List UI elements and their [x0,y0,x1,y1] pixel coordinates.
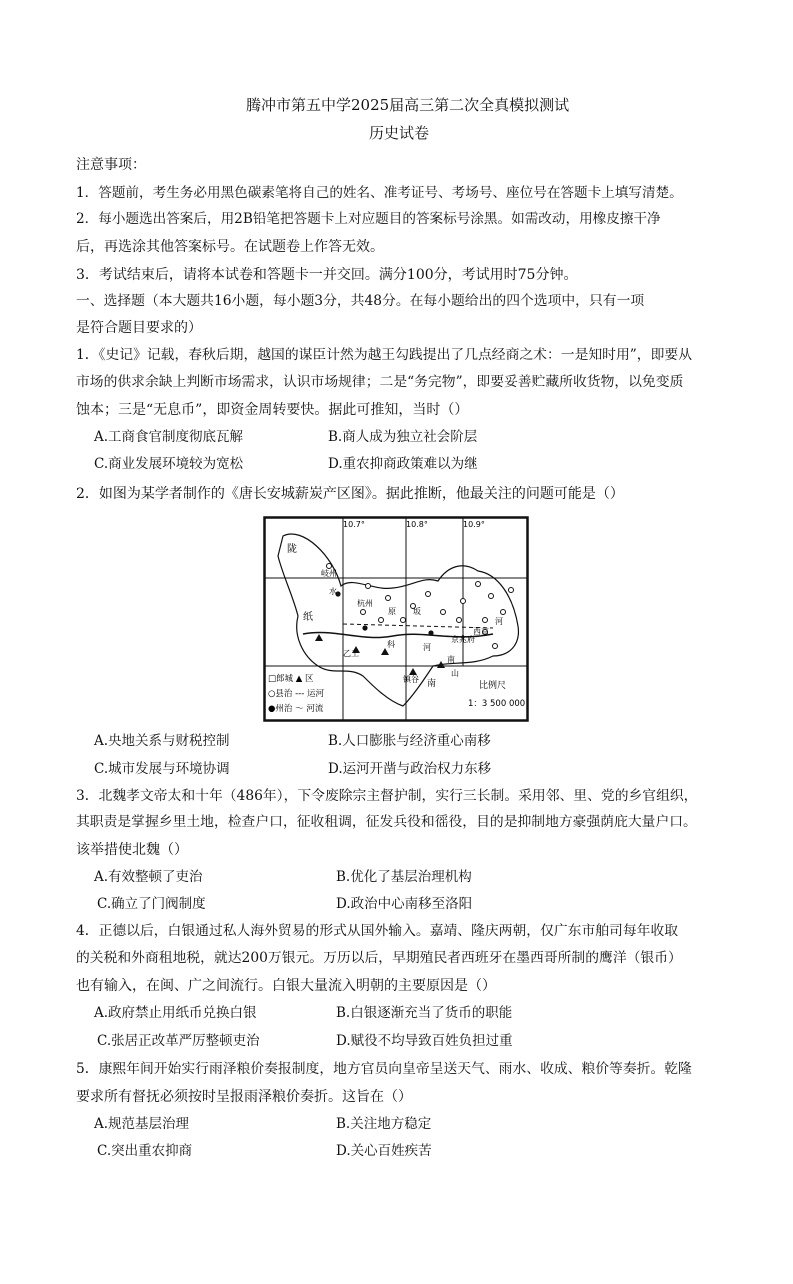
question-2-option-b: B.人口膨胀与经济重心南移 [328,733,491,749]
question-5-line-1: 5．康熙年间开始实行雨泽粮价奏报制度，地方官员向皇帝呈送天气、雨水、收成、粮价等奏折。乾隆 [76,1061,692,1077]
question-4-option-b: B.白银逐渐充当了货币的职能 [336,1005,513,1021]
question-2-option-d: D.运河开凿与政治权力东移 [328,761,492,777]
map-label: 京兆府 [451,635,475,644]
question-4-option-d: D.赋役不均导致百姓负担过重 [336,1033,513,1049]
map-label: 科 [387,640,395,649]
map-label: 南 [447,655,455,664]
question-3-line-3: 该举措使北魏（） [76,842,188,858]
question-3-option-a: A.有效整顿了吏治 [94,869,203,885]
question-1-option-d: D.重农抑商政策难以为继 [328,456,478,472]
section-heading-line-1: 一、选择题（本大题共16小题，每小题3分，共48分。在每小题给出的四个选项中，只有一项 [76,293,645,309]
map-label: 纸 [303,612,313,623]
map-scale-value: 1：3 500 000 [468,699,526,709]
map-label: 镇谷 [403,675,419,684]
section-heading-line-2: 是符合题目要求的） [76,320,202,336]
notice-item-2-line-1: 2．每小题选出答案后，用2B铅笔把答题卡上对应题目的答案标号涂黑。如需改动，用橡皮擦干净 [76,211,661,227]
question-4-line-1: 4．正德以后，白银通过私人海外贸易的形式从国外输入。嘉靖、隆庆两朝，仅广东市舶司每年收取 [76,923,679,939]
map-label: 河 [495,617,503,626]
map-label: 陇 [287,544,297,555]
question-3-option-b: B.优化了基层治理机构 [336,869,472,885]
question-5-line-2: 要求所有督抚必须按时呈报雨泽粮价奏折。这旨在（） [76,1089,412,1105]
notice-item-3: 3．考试结束后，请将本试卷和答题卡一并交回。满分100分，考试用时75分钟。 [76,267,578,283]
question-4-option-a: A.政府禁止用纸币兑换白银 [94,1005,257,1021]
map-label: 水 [329,587,337,596]
tang-changan-fuelwood-map [263,516,529,722]
map-legend-row-1: □郎城 ▲ 区 [268,674,314,684]
map-label: 原 [388,607,396,616]
map-label: 河 [423,643,431,652]
map-label: 坂 [413,607,421,616]
map-label: 南 [427,679,437,689]
map-legend-row-2: ○县治 --- 运河 [268,689,325,699]
question-1-option-c: C.商业发展环境较为宽松 [94,456,244,472]
question-5-option-c: C.突出重农抑商 [97,1143,193,1159]
map-legend-row-3: ●州治 ～ 河流 [268,704,324,714]
notice-heading: 注意事项： [76,157,146,173]
notice-item-2-line-2: 后，再选涂其他答案标号。在试题卷上作答无效。 [76,239,384,255]
question-4-option-c: C.张居正改革严厉整顿吏治 [97,1033,260,1049]
question-2-option-a: A.央地关系与财税控制 [94,733,230,749]
exam-subtitle: 历史试卷 [369,124,430,142]
map-lon-1: 10.7° [343,520,365,529]
question-2-option-c: C.城市发展与环境协调 [94,761,230,777]
question-5-option-d: D.关心百姓疾苦 [336,1143,432,1159]
question-1-option-a: A.工商食官制度彻底瓦解 [94,429,244,445]
question-1-option-b: B.商人成为独立社会阶层 [328,429,478,445]
map-label: 山 [451,669,459,678]
question-1-line-1: 1．《史记》记载，春秋后期，越国的谋臣计然为越王勾践提出了几点经商之术：一是知时用”，即要从 [76,347,692,363]
question-4-line-3: 也有输入，在闽、广之间流行。白银大量流入明朝的主要原因是（） [76,978,496,994]
exam-title: 腾冲市第五中学2025届高三第二次全真模拟测试 [246,96,570,114]
question-1-line-2: 市场的供求余缺上判断市场需求，认识市场规律；二是“务完物”，即要妥善贮藏所收货物，以免变质 [76,374,684,390]
question-1-line-3: 蚀本；三是“无息币”，即资金周转要快。据此可推知，当时（） [76,402,469,418]
question-2-line-1: 2．如图为某学者制作的《唐长安城薪炭产区图》。据此推断，他最关注的问题可能是（） [76,486,624,502]
map-scale-label: 比例尺 [479,681,507,691]
map-label: 杭州 [357,599,373,608]
map-label: 乙工 [343,649,359,658]
question-3-line-2: 其职责是掌握乡里土地，检查户口，征收租调，征发兵役和徭役，目的是抑制地方豪强荫庇大量户口。 [76,814,697,830]
question-4-line-2: 的关税和外商租地税，就达200万银元。万历以后，早期殖民者西班牙在墨西哥所制的鹰洋（银币） [76,950,682,966]
map-lon-3: 10.9° [463,520,485,529]
question-5-option-a: A.规范基层治理 [94,1116,190,1132]
map-lon-2: 10.8° [406,520,428,529]
map-label: 西京 [473,627,489,636]
question-5-option-b: B.关注地方稳定 [336,1116,432,1132]
notice-item-1: 1．答题前，考生务必用黑色碳素笔将自己的姓名、准考证号、考场号、座位号在答题卡上填写清楚。 [76,185,683,201]
question-3-option-d: D.政治中心南移至洛阳 [336,896,473,912]
map-label: 岐州 [321,569,337,578]
question-3-option-c: C.确立了门阀制度 [97,896,206,912]
question-3-line-1: 3．北魏孝文帝太和十年（486年），下令废除宗主督护制，实行三长制。采用邻、里、党的乡官组织， [76,788,698,804]
